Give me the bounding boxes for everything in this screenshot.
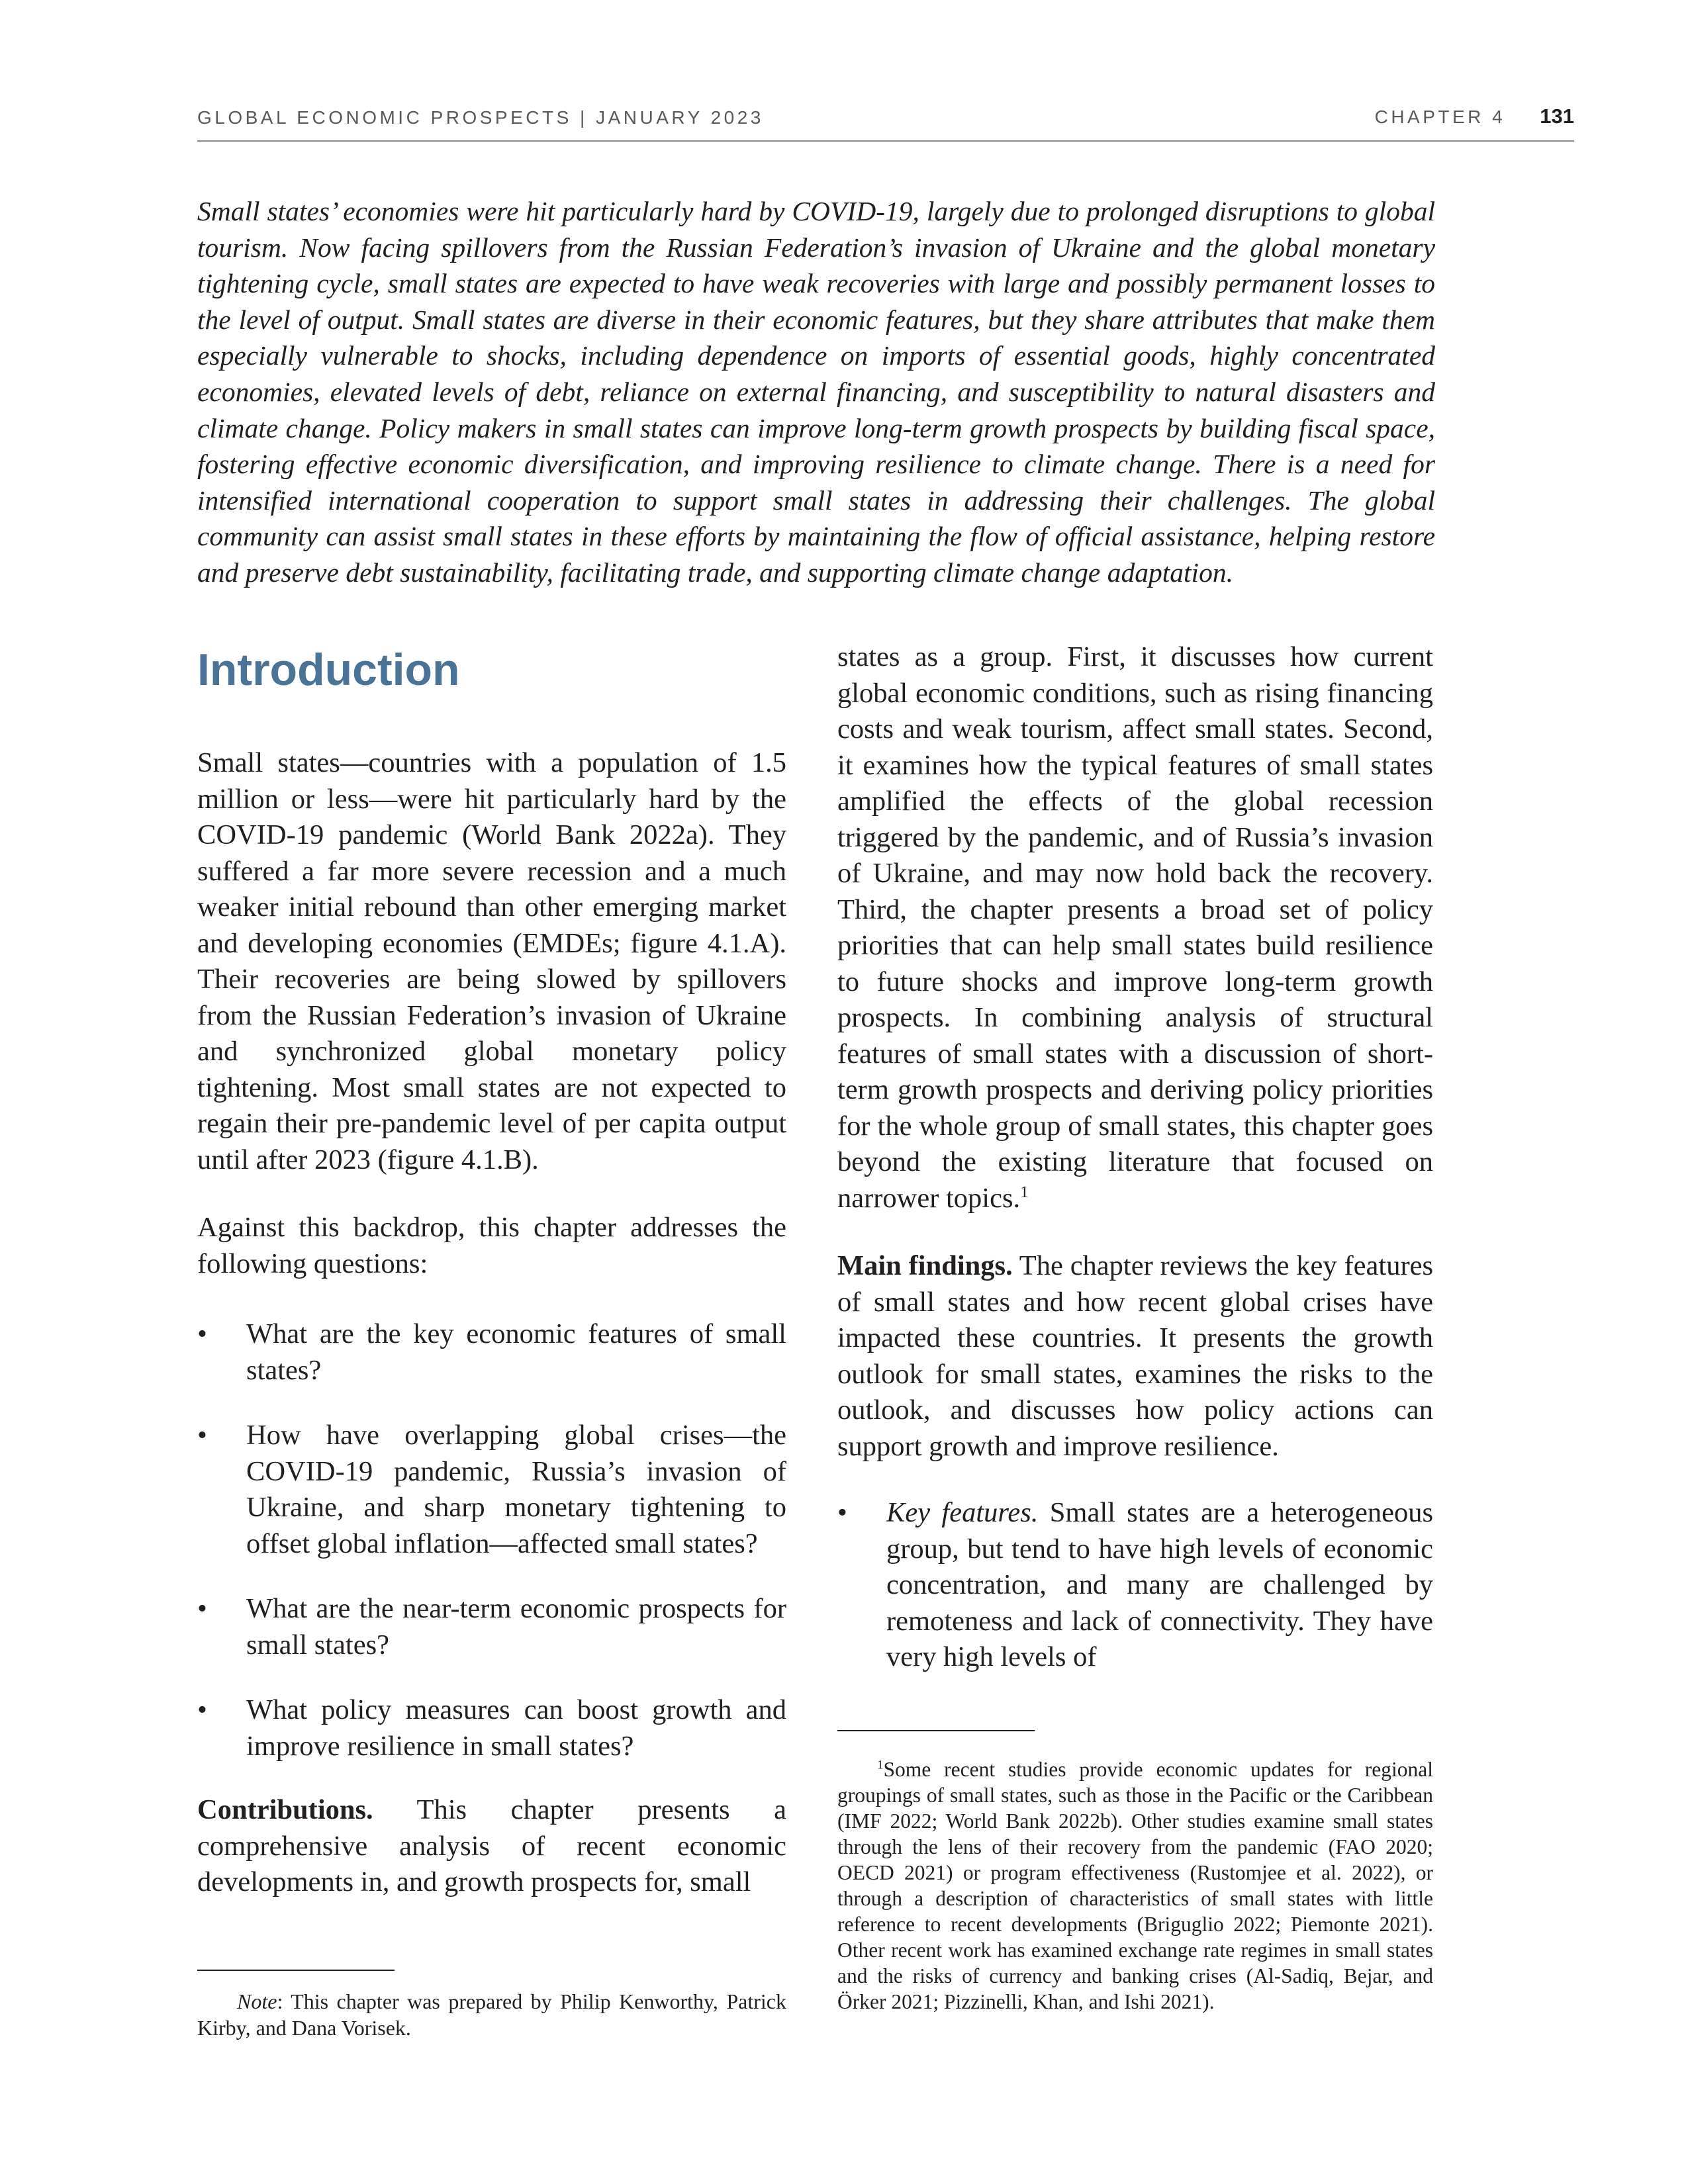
bullet-icon: • xyxy=(197,1593,207,1624)
main-findings-text: The chapter reviews the key features of small states and how recent global crises have impacted these countries. It presents the growth outlook for small states, examines the risks to the outlook, and discusses how policy actions can support growth and improve resilience. xyxy=(837,1250,1433,1462)
footnote-text: Some recent studies provide economic updates for regional groupings of small states, such as those in the Pacific or the Caribbean (IMF 2022; World Bank 2022b). Other studies examine small states through the lens of their recovery from the pandemic (FAO 2020; OECD 2021) or program effectiveness (Rustomjee et al. 2022), or through a description of characteristics of small states with little reference to recent developments (Briguglio 2022; Piemonte 2021). Other recent work has examined exchange rate regimes in small states and the risks of currency and banking crises (Al-Sadiq, Bejar, and Örker 2021; Pizzinelli, Khan, and Ishi 2021). xyxy=(837,1757,1433,2013)
question-text: What policy measures can boost growth and improve resilience in small states? xyxy=(246,1694,786,1762)
note-divider xyxy=(197,1970,395,1971)
key-features-label: Key features. xyxy=(886,1497,1039,1528)
page-header xyxy=(197,101,1574,142)
contributions-text: This chapter presents a comprehensive analysis of recent economic developments in, and growth prospects for, small xyxy=(197,1794,786,1897)
chapter-note xyxy=(197,1988,786,2041)
contributions-paragraph xyxy=(197,1792,786,1901)
note-text: : This chapter was prepared by Philip Kenworthy, Patrick Kirby, and Dana Vorisek. xyxy=(197,1989,786,2040)
footnote-number: 1 xyxy=(877,1758,884,1772)
questions-list xyxy=(197,1316,786,1764)
intro-paragraph: Small states—countries with a population of 1.5 million or less—were hit particularly hard by the COVID-19 pandemic (World Bank 2022a). They suffered a far more severe recession and a much weaker initial rebound than other emerging market and developing economies (EMDEs; figure 4.1.A). Their recoveries are being slowed by spillovers from the Russian Federation’s invasion of Ukraine and synchronized global monetary policy tightening. Most small states are not expected to regain their pre-pandemic level of per capita output until after 2023 (figure 4.1.B). xyxy=(197,747,786,1175)
list-item xyxy=(197,1591,786,1663)
findings-list xyxy=(837,1495,1433,1676)
footnote-reference: 1 xyxy=(1020,1181,1029,1201)
question-text: What are the key economic features of small states? xyxy=(246,1318,786,1386)
chapter-overview-paragraph xyxy=(837,639,1433,1216)
main-findings-paragraph xyxy=(837,1248,1433,1465)
bullet-icon: • xyxy=(837,1497,847,1528)
bullet-icon: • xyxy=(197,1420,207,1451)
chapter-label: CHAPTER 4 xyxy=(1374,107,1506,127)
question-text: What are the near-term economic prospects for small states? xyxy=(246,1593,786,1661)
chapter-abstract: Small states’ economies were hit particularly hard by COVID-19, largely due to prolonged disruptions to global tourism. Now facing spillovers from the Russian Federation’s invasion of Ukraine and the global monetary tightening cycle, small states are expected to have weak recoveries with large and possibly permanent losses to the level of output. Small states are diverse in their economic features, but they share attributes that make them especially vulnerable to shocks, including dependence on imports of essential goods, highly concentrated economies, elevated levels of debt, reliance on external financing, and susceptibility to natural disasters and climate change. Policy makers in small states can improve long-term growth prospects by building fiscal space, fostering effective economic diversification, and improving resilience to climate change. There is a need for intensified international cooperation to support small states in addressing their challenges. The global community can assist small states in these efforts by maintaining the flow of official assistance, helping restore and preserve debt sustainability, facilitating trade, and supporting climate change adaptation. xyxy=(197,196,1435,588)
key-features-text: Small states are a heterogeneous group, but tend to have high levels of economic concentration, and many are challenged by remoteness and lack of connectivity. They have very high levels of xyxy=(886,1497,1433,1672)
bullet-icon: • xyxy=(197,1694,207,1725)
footnote xyxy=(837,1756,1433,2015)
right-column xyxy=(837,639,1433,2015)
list-item xyxy=(197,1418,786,1562)
contributions-label: Contributions. xyxy=(197,1794,373,1825)
footnote-divider xyxy=(837,1730,1035,1731)
list-item xyxy=(197,1692,786,1764)
questions-intro: Against this backdrop, this chapter addresses the following questions: xyxy=(197,1212,786,1279)
publication-title: GLOBAL ECONOMIC PROSPECTS | JANUARY 2023 xyxy=(197,107,764,128)
list-item xyxy=(837,1495,1433,1676)
question-text: How have overlapping global crises—the COVID-19 pandemic, Russia’s invasion of Ukraine, and sharp monetary tightening to offset global inflation—affected small states? xyxy=(246,1420,786,1559)
page-number: 131 xyxy=(1540,105,1574,128)
overview-text: states as a group. First, it discusses how current global economic conditions, such as rising financing costs and weak tourism, affect small states. Second, it examines how the typical features of small states amplified the effects of the global recession triggered by the pandemic, and of Russia’s invasion of Ukraine, and may now hold back the recovery. Third, the chapter presents a broad set of policy priorities that can help small states build resilience to future shocks and improve long-term growth prospects. In combining analysis of structural features of small states with a discussion of short-term growth prospects and deriving policy priorities for the whole group of small states, this chapter goes beyond the existing literature that focused on narrower topics. xyxy=(837,641,1433,1214)
note-label: Note xyxy=(237,1989,277,2013)
bullet-icon: • xyxy=(197,1318,207,1349)
section-heading: Introduction xyxy=(197,645,460,695)
header-right xyxy=(1375,105,1574,128)
left-column xyxy=(197,634,786,2041)
main-findings-label: Main findings. xyxy=(837,1250,1013,1281)
list-item xyxy=(197,1316,786,1388)
